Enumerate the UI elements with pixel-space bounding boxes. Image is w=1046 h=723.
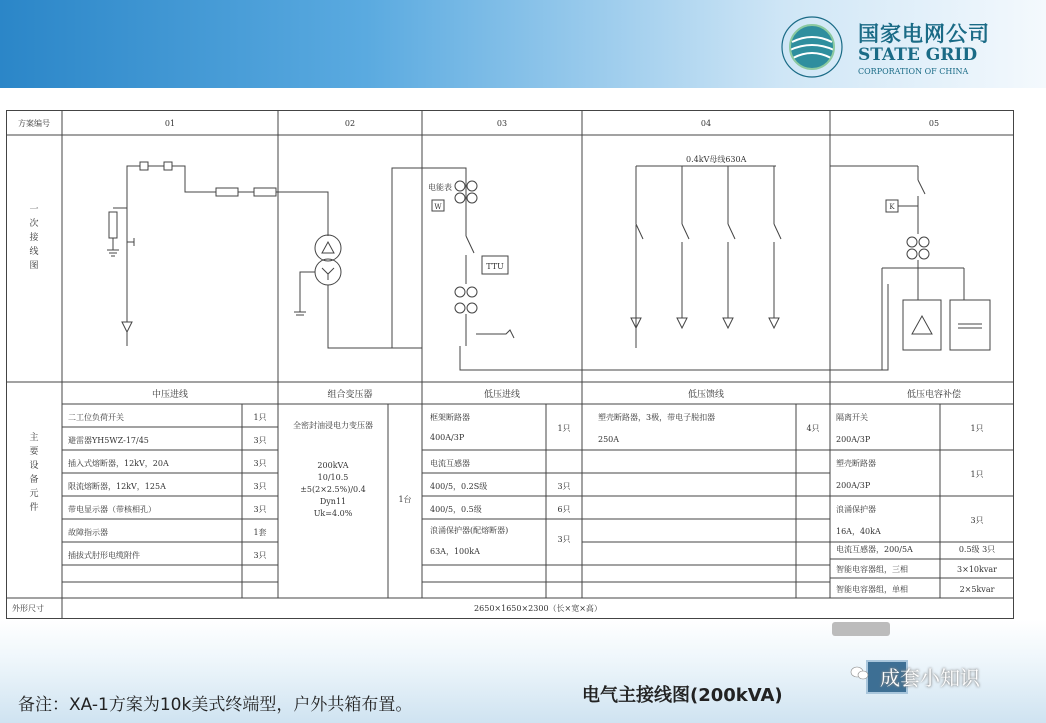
section-title: 组合变压器 [327, 390, 373, 400]
fuse-icon [216, 188, 238, 196]
mv-item-name: 故障指示器 [68, 528, 108, 537]
lv-in-qty: 3只 [557, 535, 571, 544]
transformer-symbol [294, 235, 422, 348]
ammeter-box: W [434, 203, 442, 211]
vertical-label-char: 件 [29, 503, 39, 513]
lv-busbar-feeders [631, 154, 781, 348]
lv-in-text [430, 412, 571, 557]
lv-in-item: 400/5，0.2S级 [430, 482, 488, 491]
mv-item-name: 带电显示器（带核相孔） [68, 505, 156, 514]
cap-qty: 1只 [970, 424, 984, 433]
cap-item: 16A，40kA [836, 527, 881, 536]
vertical-label-char: 元 [29, 489, 39, 499]
cap-item: 200A/3P [836, 481, 871, 490]
transformer-text [293, 420, 412, 518]
vertical-label-char: 主 [29, 433, 39, 443]
mv-item-qty: 3只 [253, 436, 267, 445]
lv-in-qty: 6只 [557, 505, 571, 514]
col-number: 05 [928, 119, 940, 128]
globe-icon [776, 12, 850, 82]
col-number: 01 [164, 119, 176, 128]
logo-english: STATE GRID [858, 45, 978, 65]
mv-item-qty: 3只 [253, 459, 267, 468]
cap-item: 200A/3P [836, 435, 871, 444]
fuse-icon [254, 188, 276, 196]
cap-qty: 2×5kvar [959, 585, 995, 594]
transformer-qty: 1台 [398, 495, 412, 504]
wiring-diagram-sheet [6, 108, 1014, 620]
feeder-item: 塑壳断路器，3极，带电子脱扣器 [598, 413, 716, 422]
cap-item: 隔离开关 [836, 413, 868, 422]
cap-text [836, 412, 997, 595]
capacitor-circuit [830, 166, 990, 370]
col-number: 02 [344, 119, 356, 128]
cap-item: 智能电容器组，单相 [836, 585, 908, 594]
lv-in-item: 63A，100kA [430, 547, 480, 556]
section-title: 低压馈线 [687, 390, 725, 400]
mv-items-grid [62, 404, 278, 598]
row-diagram-label [29, 205, 38, 271]
logo-chinese: 国家电网公司 [858, 22, 990, 46]
feeder-qty: 4只 [806, 424, 820, 433]
cap-qty: 0.5级 3只 [958, 545, 996, 554]
mv-item-qty: 1套 [253, 528, 267, 537]
size-value: 2650×1650×2300（长×宽×高） [474, 604, 602, 613]
mv-item-qty: 3只 [253, 551, 267, 560]
diagram-caption: 电气主接线图(200kVA) [582, 685, 783, 706]
cap-qty: 3只 [970, 516, 984, 525]
vertical-label-char: 次 [29, 219, 39, 229]
lv-in-item: 电流互感器 [430, 459, 470, 468]
transformer-spec: Uk=4.0% [313, 509, 353, 518]
cap-item: 智能电容器组，三相 [836, 565, 908, 574]
ttu-label: TTU [486, 262, 504, 271]
mv-items-text [68, 412, 267, 560]
lv-incoming-circuit [392, 168, 888, 370]
logo-corporation: CORPORATION OF CHINA [858, 67, 969, 76]
capacitor-1ph-icon [950, 300, 990, 350]
vertical-label-char: 图 [29, 261, 39, 271]
footer-note: 备注：XA-1方案为10k美式终端型，户外共箱布置。 [18, 695, 413, 715]
watermark-text: 成套小知识 [880, 666, 980, 690]
transformer-spec: ±5(2×2.5%)/0.4 [300, 485, 366, 494]
lv-in-qty: 1只 [557, 424, 571, 433]
mv-item-name: 插拔式肘形电缆附件 [68, 551, 140, 560]
vertical-label-char: 设 [29, 461, 39, 471]
vertical-label-char: 备 [29, 475, 39, 485]
arrester-icon [109, 212, 117, 238]
vertical-label-char: 要 [29, 447, 39, 457]
transformer-name: 全密封油浸电力变压器 [293, 421, 373, 430]
cap-item: 塑壳断路器 [836, 459, 876, 468]
cap-qty: 1只 [970, 470, 984, 479]
mv-item-name: 限流熔断器，12kV，125A [68, 482, 166, 491]
transformer-spec: 10/10.5 [317, 473, 349, 482]
col-number: 04 [700, 119, 712, 128]
transformer-spec: 200kVA [317, 461, 349, 470]
bus-label: 0.4kV母线630A [686, 155, 747, 164]
section-title: 低压电容补偿 [906, 390, 962, 400]
capacitor-3ph-icon [903, 300, 941, 350]
mv-item-qty: 3只 [253, 482, 267, 491]
row-equipment-label [29, 431, 38, 513]
section-title: 低压进线 [483, 390, 521, 400]
vertical-label-char: 接 [29, 233, 39, 243]
lv-in-item: 400A/3P [430, 433, 465, 442]
row-size-label: 外形尺寸 [12, 604, 44, 613]
k-label: K [889, 203, 895, 211]
section-title: 中压进线 [151, 390, 189, 400]
state-grid-logo [776, 12, 1036, 82]
lv-in-qty: 3只 [557, 482, 571, 491]
transformer-spec: Dyn11 [319, 497, 347, 506]
lv-in-item: 浪涌保护器(配熔断器) [430, 526, 509, 535]
mv-item-name: 插入式熔断器，12kV，20A [68, 459, 169, 468]
feeder-item: 250A [598, 435, 620, 444]
mv-item-name: 二工位负荷开关 [68, 413, 124, 422]
cap-item: 电流互感器，200/5A [836, 545, 913, 554]
mv-item-qty: 3只 [253, 505, 267, 514]
mv-incoming-circuit [107, 162, 328, 346]
vertical-label-char: 线 [29, 247, 39, 257]
lv-in-item: 框架断路器 [430, 413, 470, 422]
wechat-icon [850, 666, 870, 680]
cable-head-icon [122, 322, 132, 332]
mv-item-qty: 1只 [253, 413, 267, 422]
lv-in-item: 400/5，0.5级 [430, 505, 482, 514]
cap-item: 浪涌保护器 [836, 505, 876, 514]
ammeter-label: 电能表 [428, 183, 452, 192]
scroll-handle [832, 622, 890, 636]
feeder-grid [582, 404, 830, 598]
mv-item-name: 避雷器YH5WZ-17/45 [68, 436, 149, 445]
col-number: 03 [496, 119, 508, 128]
cap-qty: 3×10kvar [957, 565, 997, 574]
feeder-text [598, 412, 820, 444]
vertical-label-char: 一 [29, 205, 39, 215]
col-header-label: 方案编号 [18, 119, 50, 128]
